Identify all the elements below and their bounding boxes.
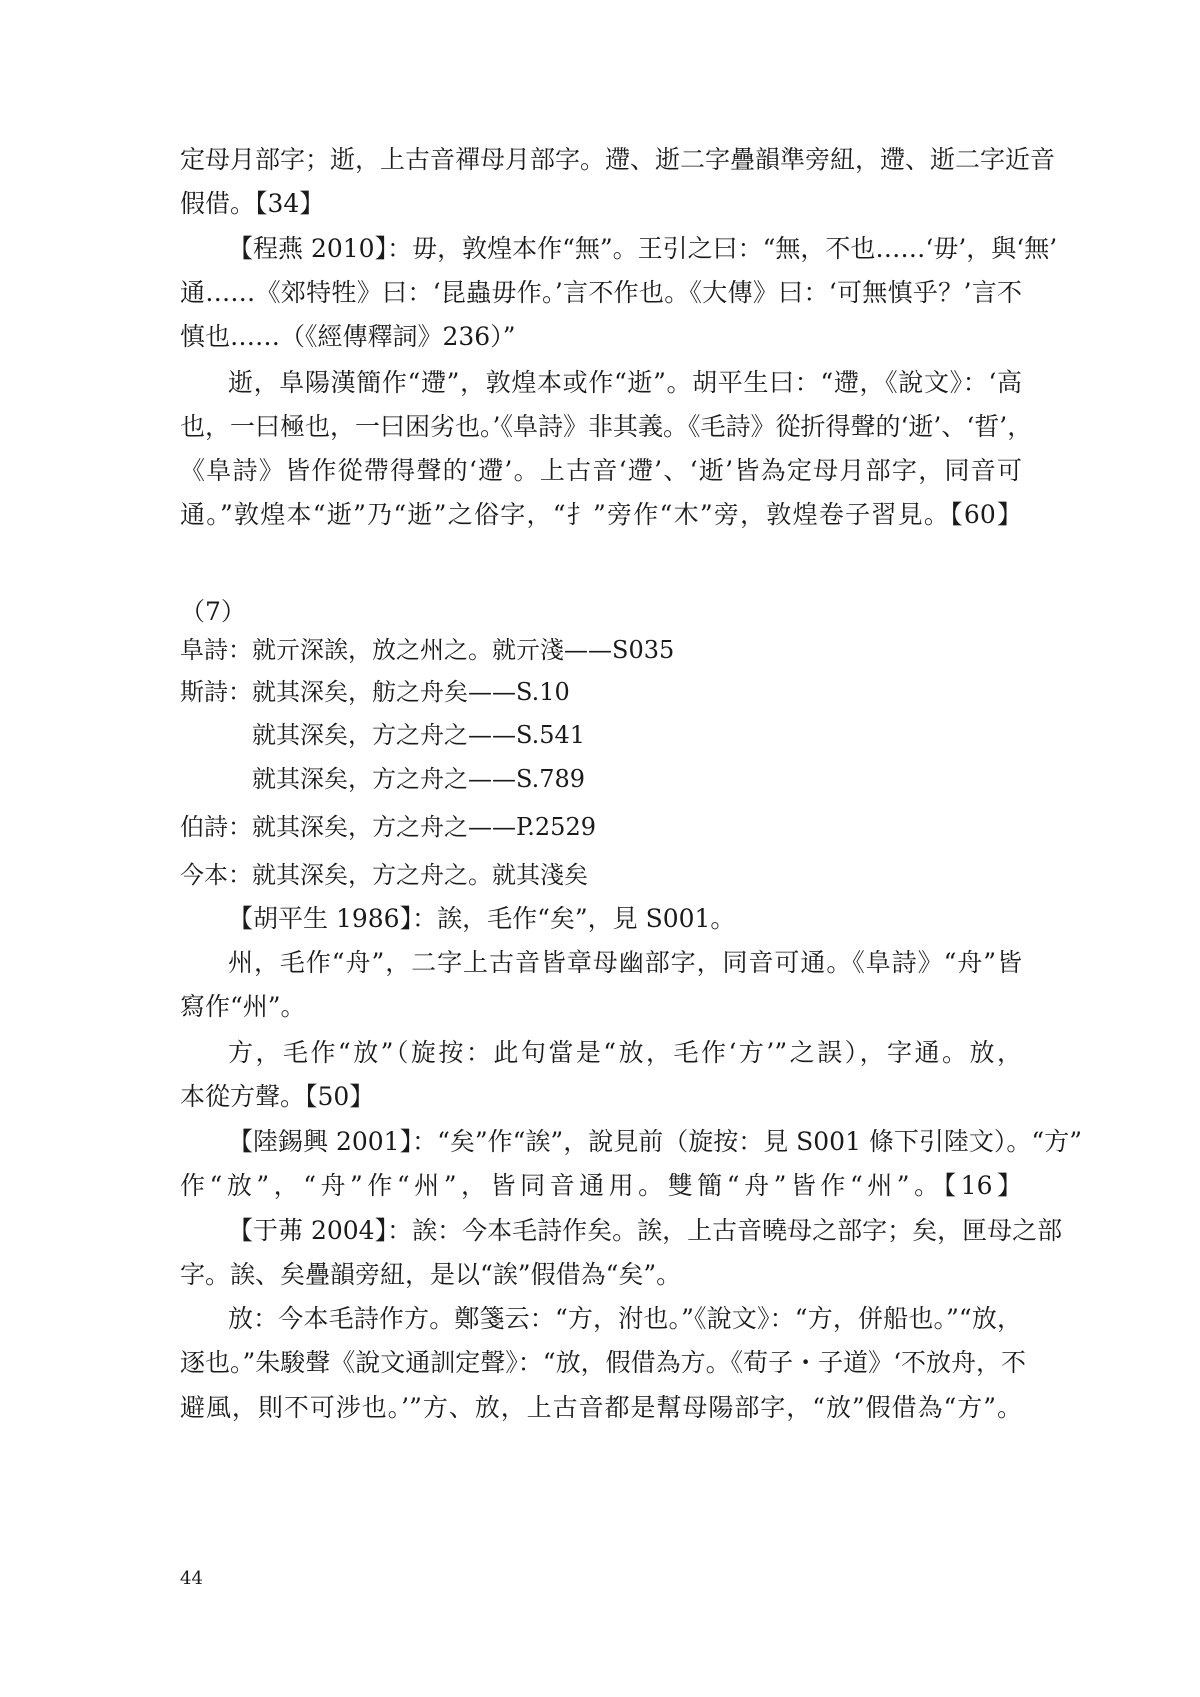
- verse-line: [180, 757, 1022, 801]
- verse-line: [180, 670, 1022, 714]
- text-line: 假借。【34】: [180, 189, 325, 218]
- text-line: 本從方聲。【50】: [180, 1082, 375, 1111]
- text-line: 方，毛作“放”（旋按：此句當是“放，毛作‘方’”之誤），字通。放，: [228, 1038, 1022, 1067]
- text-line: 【胡平生 1986】：誒，毛作“矣”，見 S001。: [228, 904, 736, 933]
- verse-text: 就其深矣，方之舟之——S.789: [252, 765, 586, 793]
- text-line: 【陸錫興 2001】：“矣”作“誒”，說見前（旋按：見 S001 條下引陸文）。“方”: [228, 1127, 1082, 1156]
- text-line: 字。誒、矣疊韻旁紐，是以“誒”假借為“矣”。: [180, 1260, 682, 1289]
- section-number: （7）: [180, 597, 246, 626]
- verse-label: 伯詩：: [180, 813, 252, 841]
- verse-label: 斯詩：: [180, 678, 252, 706]
- text-line: 州，毛作“舟”，二字上古音皆章母幽部字，同音可通。《阜詩》“舟”皆: [228, 948, 1022, 977]
- verse-line: [180, 805, 1022, 849]
- verse-line: [180, 628, 1022, 672]
- verse-label: 今本：: [180, 861, 252, 889]
- text-line: 放：今本毛詩作方。鄭箋云：“方，泭也。”《說文》：“方，併船也。”“放，: [228, 1304, 1022, 1333]
- verse-text: 就其深矣，方之舟之——P.2529: [252, 813, 596, 841]
- text-line: 也，一曰極也，一曰困劣也。’《阜詩》非其義。《毛詩》從折得聲的‘逝’、‘晢’，: [180, 412, 1033, 441]
- verse-text: 就其深矣，舫之舟矣——S.10: [252, 678, 570, 706]
- text-line: 《阜詩》皆作從帶得聲的‘遰’。上古音‘遰’、‘逝’皆為定母月部字，同音可: [180, 456, 1022, 485]
- verse-text: 就亓深誒，放之州之。就亓淺——S035: [252, 636, 675, 664]
- text-line: 通……《郊特牲》曰：‘昆蟲毋作。’言不作也。《大傳》曰：‘可無慎乎？’言不: [180, 278, 1022, 307]
- text-line: 逐也。”朱駿聲《說文通訓定聲》：“放，假借為方。《荀子・子道》‘不放舟，不: [180, 1348, 1027, 1377]
- verse-label: 阜詩：: [180, 636, 252, 664]
- verse-line: [180, 713, 1022, 757]
- text-line: 作“放”，“舟”作“州”，皆同音通用。雙簡“舟”皆作“州”。【16】: [180, 1171, 1022, 1200]
- verse-text: 就其深矣，方之舟之。就其淺矣: [252, 861, 588, 889]
- text-line: 通。”敦煌本“逝”乃“逝”之俗字，“扌”旁作“木”旁，敦煌卷子習見。【60】: [180, 500, 1022, 529]
- verse-line: [180, 853, 1022, 897]
- text-line: 逝，阜陽漢簡作“遰”，敦煌本或作“逝”。胡平生曰：“遰，《說文》：‘高: [228, 368, 1022, 397]
- verse-text: 就其深矣，方之舟之——S.541: [252, 721, 586, 749]
- text-line: 【程燕 2010】：毋，敦煌本作“無”。王引之曰：“無，不也……‘毋’，與‘無’: [228, 234, 1058, 263]
- page-number: 44: [180, 1568, 203, 1589]
- text-line: 避風，則不可涉也。’”方、放，上古音都是幫母陽部字，“放”假借為“方”。: [180, 1393, 1022, 1422]
- text-line: 定母月部字；逝，上古音禪母月部字。遰、逝二字疊韻準旁紐，遰、逝二字近音: [180, 145, 1056, 174]
- text-line: 慎也……（《經傳釋詞》236）”: [180, 322, 516, 351]
- text-line: 寫作“州”。: [180, 992, 306, 1021]
- text-line: 【于茀 2004】：誒：今本毛詩作矣。誒，上古音曉母之部字；矣，匣母之部: [228, 1216, 1063, 1245]
